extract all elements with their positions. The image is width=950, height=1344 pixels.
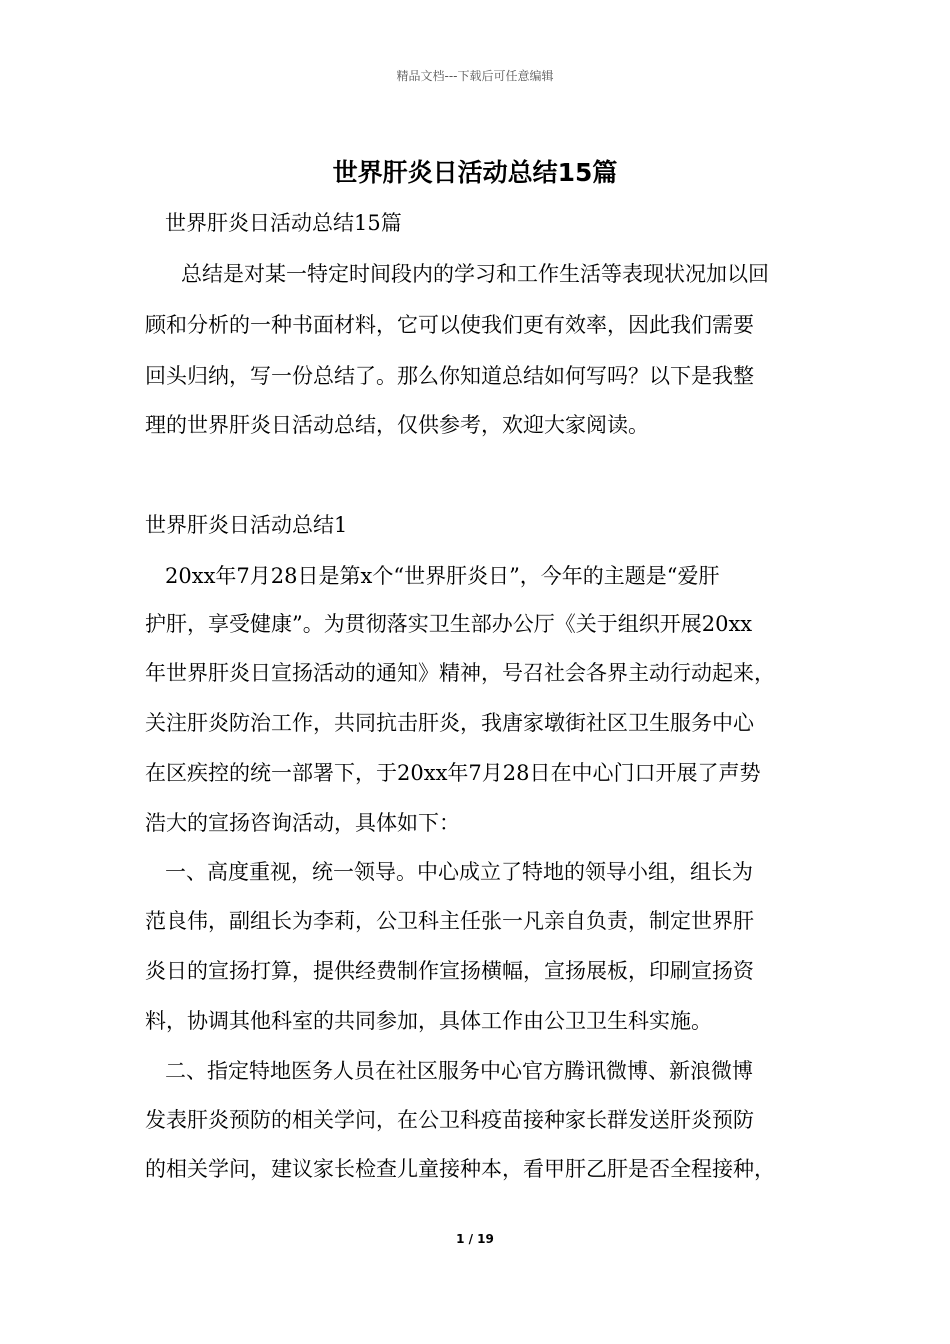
body-line: 一、高度重视，统一领导。中心成立了特地的领导小组，组长为 xyxy=(165,860,753,884)
page-number: 1 / 19 xyxy=(456,1232,494,1246)
section-heading: 世界肝炎日活动总结1 xyxy=(145,513,348,537)
body-line: 料，协调其他科室的共同参加，具体工作由公卫卫生科实施。 xyxy=(145,1009,712,1033)
body-line: 炎日的宣扬打算，提供经费制作宣扬横幅，宣扬展板，印刷宣扬资 xyxy=(145,959,754,983)
body-line: 范良伟，副组长为李莉，公卫科主任张一凡亲自负责，制定世界肝 xyxy=(145,909,754,933)
body-line: 二、指定特地医务人员在社区服务中心官方腾讯微博、新浪微博 xyxy=(165,1059,753,1083)
subtitle-line: 世界肝炎日活动总结15篇 xyxy=(165,211,402,235)
body-line: 护肝，享受健康”。为贯彻落实卫生部办公厅《关于组织开展20xx xyxy=(145,612,753,636)
document-title: 世界肝炎日活动总结15篇 xyxy=(332,158,618,187)
body-line: 发表肝炎预防的相关学问，在公卫科疫苗接种家长群发送肝炎预防 xyxy=(145,1108,754,1132)
body-line: 回头归纳，写一份总结了。那么你知道总结如何写吗？以下是我整 xyxy=(145,364,754,388)
body-line: 理的世界肝炎日活动总结，仅供参考，欢迎大家阅读。 xyxy=(145,413,649,437)
body-line: 年世界肝炎日宣扬活动的通知》精神，号召社会各界主动行动起来， xyxy=(145,661,775,685)
body-line: 顾和分析的一种书面材料，它可以使我们更有效率，因此我们需要 xyxy=(145,313,754,337)
body-line: 20xx年7月28日是第x个“世界肝炎日”，今年的主题是“爱肝 xyxy=(165,564,720,588)
body-line: 总结是对某一特定时间段内的学习和工作生活等表现状况加以回 xyxy=(181,262,769,286)
body-line: 关注肝炎防治工作，共同抗击肝炎，我唐家墩街社区卫生服务中心 xyxy=(145,711,754,735)
body-line: 在区疾控的统一部署下，于20xx年7月28日在中心门口开展了声势 xyxy=(145,761,761,785)
body-line: 的相关学问，建议家长检查儿童接种本，看甲肝乙肝是否全程接种， xyxy=(145,1157,775,1181)
body-line: 浩大的宣扬咨询活动，具体如下： xyxy=(145,811,460,835)
page-header: 精品文档---下载后可任意编辑 xyxy=(396,69,554,83)
